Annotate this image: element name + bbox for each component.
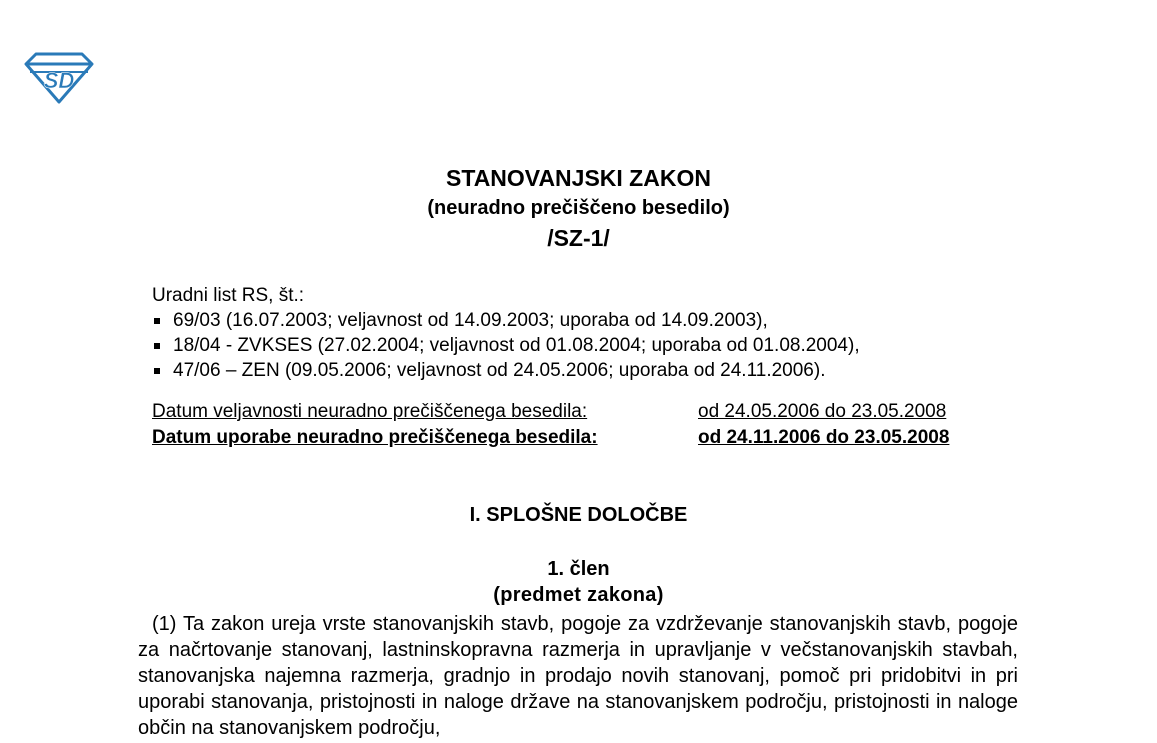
article-number: 1. člen (547, 558, 610, 580)
application-label: Datum uporabe neuradno prečiščenega besedila: (152, 427, 598, 448)
document-title: STANOVANJSKI ZAKON (446, 165, 711, 191)
validity-row (152, 399, 949, 425)
gazette-item: 69/03 (16.07.2003; veljavnost od 14.09.2003; uporaba od 14.09.2003), (152, 308, 860, 333)
gazette-label: Uradni list RS, št.: (152, 285, 305, 306)
validity-block (152, 399, 949, 451)
article-subject: (predmet zakona) (493, 584, 664, 606)
document-subtitle: (neuradno prečiščeno besedilo) (427, 197, 730, 219)
chapter-heading: I. SPLOŠNE DOLOČBE (469, 504, 688, 526)
document-abbreviation: /SZ-1/ (547, 225, 610, 251)
gazette-block (152, 283, 860, 383)
sd-diamond-logo-icon (22, 50, 96, 104)
svg-text:SD: SD (43, 68, 75, 93)
application-row (152, 425, 949, 451)
gazette-item: 47/06 – ZEN (09.05.2006; veljavnost od 24.05.2006; uporaba od 24.11.2006). (152, 358, 860, 383)
validity-value: od 24.05.2006 do 23.05.2008 (698, 401, 947, 422)
gazette-list (152, 308, 860, 383)
application-value: od 24.11.2006 do 23.05.2008 (698, 427, 950, 448)
article-body (138, 611, 1018, 741)
gazette-item: 18/04 - ZVKSES (27.02.2004; veljavnost od 01.08.2004; uporaba od 01.08.2004), (152, 333, 860, 358)
validity-label: Datum veljavnosti neuradno prečiščenega besedila: (152, 401, 588, 422)
article-paragraph: (1) Ta zakon ureja vrste stanovanjskih stavb, pogoje za vzdrževanje stanovanjskih stavb, pogoje za načrtovanje stanovanj, lastninskopravna razmerja in upravljanje v večstanovanjskih stavbah, stanovanjska najemna razmerja, gradnjo in prodajo novih stanovanj, pomoč pri pridobitvi in pri uporabi stanovanja, pristojnosti in naloge države na stanovanjskem področju, pristojnosti in naloge občin na stanovanjskem področju, (138, 613, 1018, 739)
